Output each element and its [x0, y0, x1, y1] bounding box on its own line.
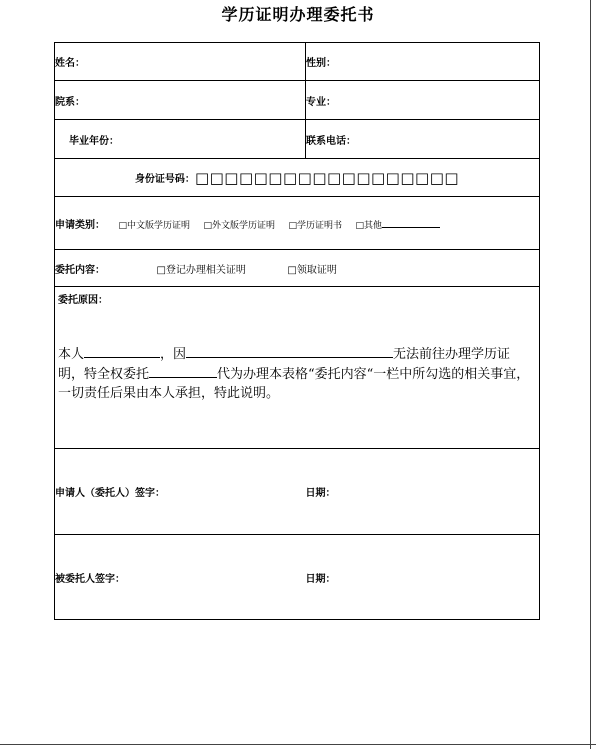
id-number-cell: [55, 159, 540, 197]
id-number-label: 身份证号码：: [134, 173, 195, 185]
reason-label: 委托原因：: [58, 295, 108, 306]
principal-name-blank[interactable]: [84, 344, 160, 358]
category-option-certificate[interactable]: □学历证明书: [288, 220, 342, 231]
row-content: [55, 250, 540, 287]
row-reason: [55, 287, 540, 449]
grad-year-label: 毕业年份：: [69, 135, 119, 147]
gender-label: 性别：: [306, 58, 336, 69]
content-label: 委托内容：: [55, 264, 105, 276]
category-cell: [55, 197, 540, 250]
reason-text-2: ，因: [160, 347, 187, 362]
category-option-chinese[interactable]: □中文版学历证明: [118, 220, 190, 231]
category-option-foreign[interactable]: □外文版学历证明: [203, 220, 275, 231]
reason-text-4: 代为办理本表格“委托内容“一栏中所勾选的相关事宜，一切责任后果由本人承担，特此说明。: [58, 367, 530, 401]
gender-cell[interactable]: [306, 43, 540, 81]
phone-cell[interactable]: [306, 120, 540, 159]
row-department-major: [55, 81, 540, 120]
major-cell[interactable]: [306, 81, 540, 120]
reason-text-3: 无法前往办理学历证明，特全权委托: [58, 347, 511, 382]
agent-date-cell[interactable]: [306, 535, 540, 620]
row-name-gender: [55, 43, 540, 81]
content-option-collect[interactable]: □领取证明: [287, 264, 337, 276]
applicant-signature-cell[interactable]: [55, 449, 306, 535]
row-applicant-signature: [55, 449, 540, 535]
row-category: [55, 197, 540, 250]
page-edge-right: [590, 0, 591, 749]
category-other-blank[interactable]: [382, 219, 440, 228]
department-cell[interactable]: [55, 81, 306, 120]
category-label: 申请类别：: [55, 219, 105, 231]
department-label: 院系：: [55, 96, 85, 108]
content-option-register[interactable]: □登记办理相关证明: [156, 264, 246, 276]
agent-signature-cell[interactable]: [55, 535, 306, 620]
applicant-date-cell[interactable]: [306, 449, 540, 535]
row-gradyear-phone: [55, 120, 540, 159]
phone-label: 联系电话：: [306, 135, 356, 147]
id-number-boxes[interactable]: □□□□□□□□□□□□□□□□□□: [194, 168, 460, 187]
reason-cell: [55, 287, 540, 449]
grad-year-cell[interactable]: [55, 120, 306, 159]
applicant-signature-label: 申请人（委托人）签字：: [55, 488, 165, 499]
content-cell: [55, 250, 540, 287]
agent-name-blank[interactable]: [149, 364, 217, 378]
row-agent-signature: [55, 535, 540, 620]
reason-blank[interactable]: [186, 344, 393, 358]
reason-statement: [55, 344, 539, 403]
row-id-number: [55, 159, 540, 197]
agent-date-label: 日期：: [305, 573, 336, 585]
applicant-date-label: 日期：: [305, 488, 336, 499]
page-edge-bottom: [0, 744, 596, 745]
name-label: 姓名：: [55, 58, 85, 69]
name-cell[interactable]: [55, 43, 306, 81]
major-label: 专业：: [306, 96, 336, 108]
agent-signature-label: 被委托人签字：: [55, 573, 125, 585]
reason-text-1: 本人: [58, 347, 85, 362]
category-option-other[interactable]: □其他: [355, 220, 382, 231]
page-title: 学历证明办理委托书: [221, 5, 375, 24]
entrustment-form: [54, 42, 540, 620]
